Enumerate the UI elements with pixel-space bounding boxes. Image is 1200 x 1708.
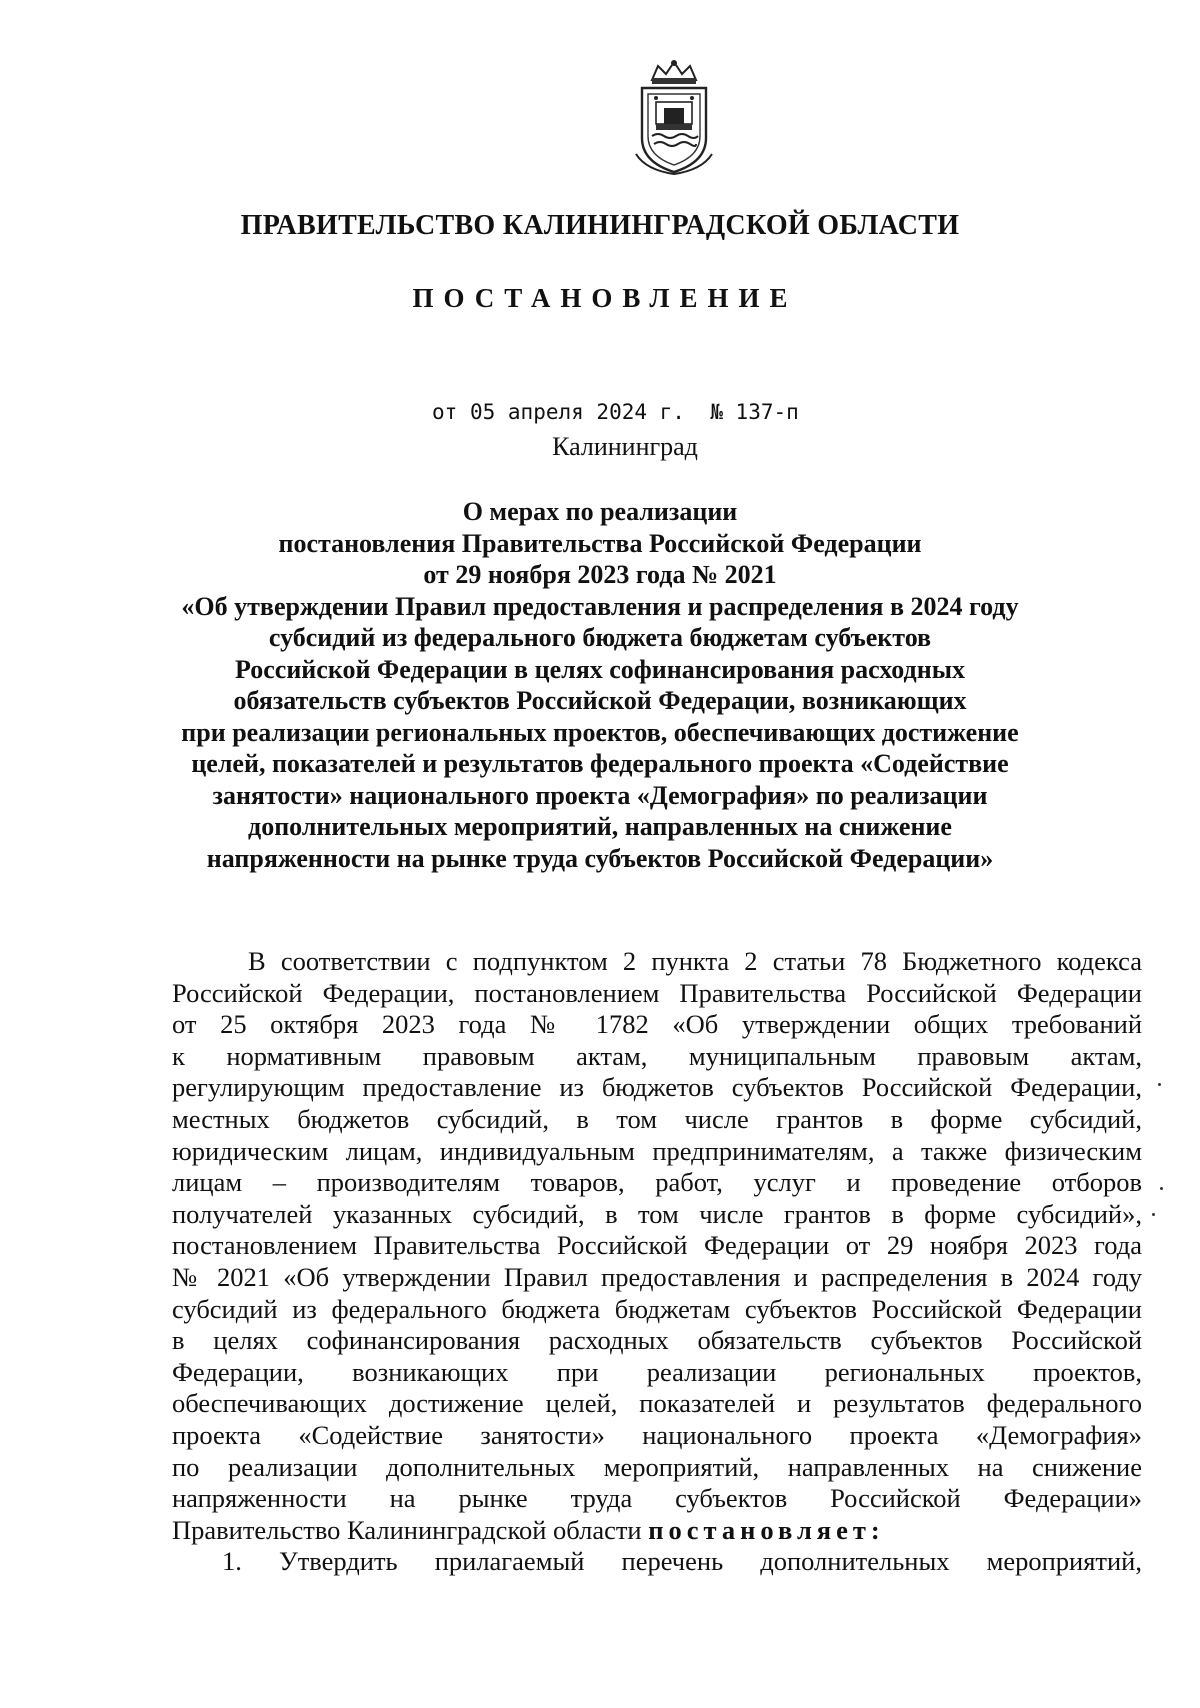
body-line: от 25 октября 2023 года № 1782 «Об утверждении общих требований (172, 1009, 1142, 1040)
body-line: в целях софинансирования расходных обязательств субъектов Российской (172, 1325, 1142, 1356)
body-line: юридическим лицам, индивидуальным предпринимателям, а также физическим (172, 1135, 1142, 1166)
body-line: напряженности на рынке труда субъектов Российской Федерации» (172, 1483, 1142, 1514)
title-line: занятости» национального проекта «Демография» по реализации (212, 780, 988, 810)
title-line: при реализации региональных проектов, обеспечивающих достижение (181, 717, 1019, 747)
resolve-subject: Правительство Калининградской области (172, 1514, 642, 1545)
body-line: местных бюджетов субсидий, в том числе грантов в форме субсидий, (172, 1103, 1142, 1134)
title-line: Российской Федерации в целях софинансирования расходных (235, 654, 965, 684)
body-line: по реализации дополнительных мероприятий, направленных на снижение (172, 1451, 1142, 1482)
body-line: постановлением Правительства Российской Федерации от 29 ноября 2023 года (172, 1230, 1142, 1261)
date-and-number (432, 400, 852, 424)
number-sign: № (710, 400, 723, 424)
date-day: 05 (469, 400, 496, 424)
scan-speck (1158, 1083, 1161, 1086)
date-month: апреля (507, 400, 584, 424)
resolve-keyword: постановляет: (648, 1514, 885, 1545)
title-line: «Об утверждении Правил предоставления и распределения в 2024 году (181, 591, 1019, 621)
title-line: целей, показателей и результатов федерального проекта «Содействие (191, 749, 1009, 778)
organization-name: ПРАВИТЕЛЬСТВО КАЛИНИНГРАДСКОЙ ОБЛАСТИ (240, 210, 960, 241)
kaliningrad-coat-of-arms-icon (626, 58, 722, 176)
body-line: Федерации, возникающих при реализации региональных проектов, (172, 1356, 1142, 1387)
body-line: к нормативным правовым актам, муниципальным правовым актам, (172, 1040, 1142, 1071)
body-line: № 2021 «Об утверждении Правил предоставления и распределения в 2024 году (172, 1261, 1142, 1292)
title-line: О мерах по реализации (462, 497, 738, 526)
title-line: от 29 ноября 2023 года № 2021 (423, 560, 777, 589)
title-line: обязательств субъектов Российской Федерации, возникающих (233, 686, 967, 715)
title-line: дополнительных мероприятий, направленных на снижение (248, 812, 952, 841)
item-1: 1. Утвердить прилагаемый перечень дополнительных мероприятий, (222, 1546, 1142, 1577)
document-type: ПОСТАНОВЛЕНИЕ (412, 283, 798, 313)
body-line: В соответствии с подпунктом 2 пункта 2 статьи 78 Бюджетного кодекса (248, 946, 1142, 976)
document-title (0, 496, 1200, 874)
date-year: 2024 г. (596, 400, 685, 424)
resolve-line (172, 1515, 1142, 1547)
document-body (172, 946, 1142, 1578)
body-line: обеспечивающих достижение целей, показателей и результатов федерального (172, 1388, 1142, 1419)
title-line: напряженности на рынке труда субъектов Российской Федерации» (206, 843, 994, 873)
city: Калининград (552, 432, 698, 461)
scan-speck (1160, 1187, 1163, 1190)
body-line: получателей указанных субсидий, в том числе грантов в форме субсидий», (172, 1198, 1142, 1229)
body-line: лицам – производителям товаров, работ, услуг и проведение отборов (172, 1167, 1142, 1198)
title-line: субсидий из федерального бюджета бюджетам субъектов (268, 623, 932, 652)
body-line: проекта «Содействие занятости» национального проекта «Демография» (172, 1419, 1142, 1450)
body-line: Российской Федерации, постановлением Правительства Российской Федерации (172, 977, 1142, 1008)
document-number: 137-п (735, 400, 799, 424)
date-prefix: от (432, 400, 458, 424)
body-line: субсидий из федерального бюджета бюджетам субъектов Российской Федерации (172, 1293, 1142, 1324)
scan-speck (1152, 1213, 1155, 1216)
title-line: постановления Правительства Российской Федерации (278, 528, 922, 558)
body-line: регулирующим предоставление из бюджетов субъектов Российской Федерации, (172, 1072, 1142, 1103)
